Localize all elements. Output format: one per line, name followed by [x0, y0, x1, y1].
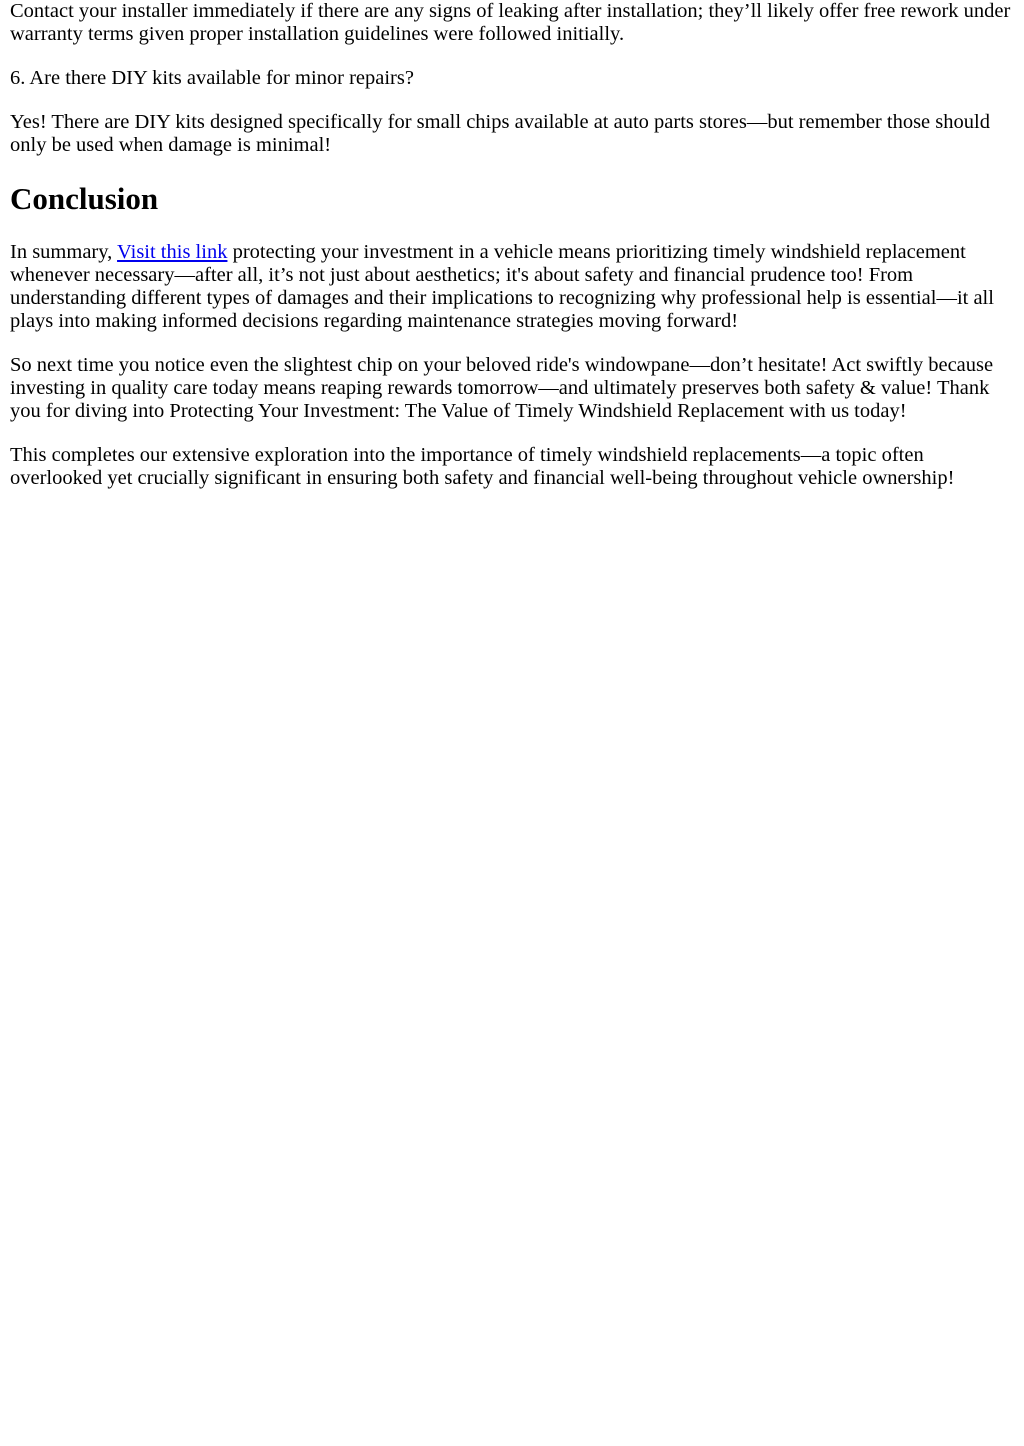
conclusion-heading: Conclusion: [10, 181, 159, 216]
summary-suffix: protecting your investment in a vehicle means prioritizing timely windshield replacement whenever necessary—after all, it’s not just about aesthetics; it's about safety and financial prudence too! From understanding different types of damages and their implications to recognizing why professional help is essential—it all plays into making informed decisions regarding maintenance strategies moving forward!: [10, 241, 994, 332]
visit-this-link[interactable]: Visit this link: [117, 241, 228, 263]
article-body: [0, 0, 1024, 490]
paragraph-completes: This completes our extensive exploration into the importance of timely windshield replacements—a topic often overlooked yet crucially significant in ensuring both safety and financial well-being throughout vehicle ownership!: [10, 444, 955, 489]
paragraph-installer-leak: Contact your installer immediately if there are any signs of leaking after installation; they’ll likely offer free rework under warranty terms given proper installation guidelines were followed initially.: [10, 0, 1011, 45]
faq-question-6: 6. Are there DIY kits available for minor repairs?: [10, 67, 414, 89]
faq-answer-6: Yes! There are DIY kits designed specifically for small chips available at auto parts stores—but remember those should only be used when damage is minimal!: [10, 111, 990, 156]
summary-prefix: In summary,: [10, 241, 118, 263]
paragraph-next-time: So next time you notice even the slightest chip on your beloved ride's windowpane—don’t hesitate! Act swiftly because investing in quality care today means reaping rewards tomorrow—and ultimately preserves both safety & value! Thank you for diving into Protecting Your Investment: The Value of Timely Windshield Replacement with us today!: [10, 354, 994, 422]
paragraph-summary: [10, 241, 1012, 333]
